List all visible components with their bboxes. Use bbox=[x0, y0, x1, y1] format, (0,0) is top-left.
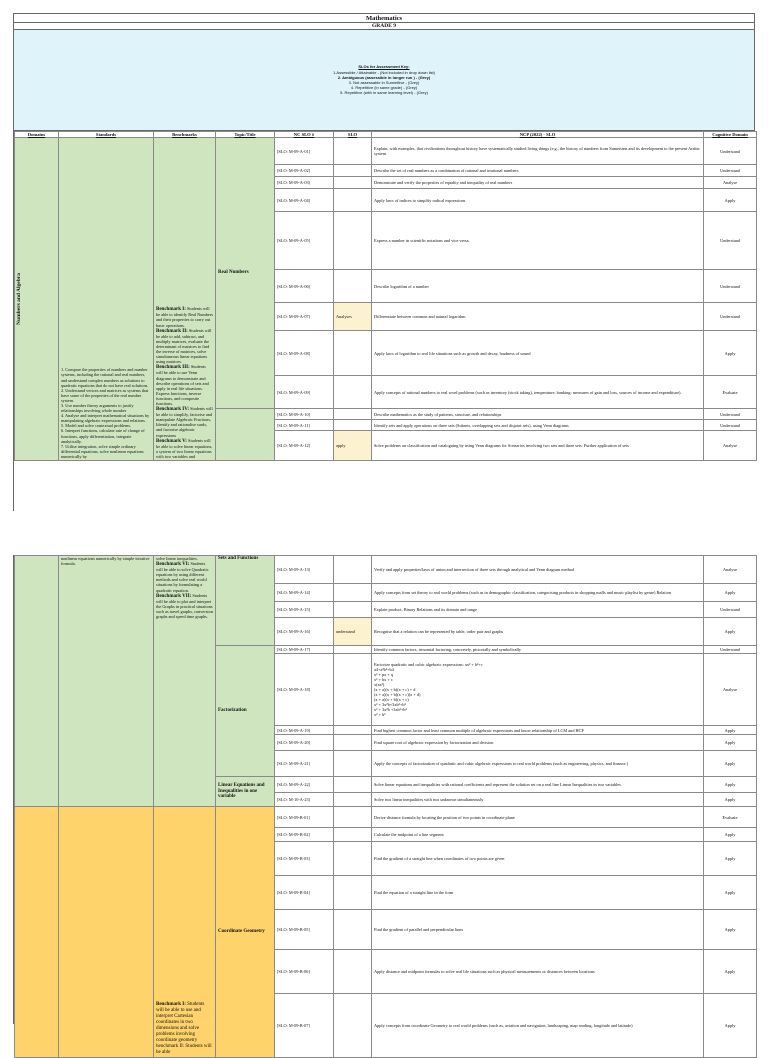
slo-description: Calculate the midpoint of a line segment bbox=[372, 828, 704, 842]
slo-description: Apply concepts from set theory to real world problems (such as in demographic classification, categorising products in shopping malls and music playlist by genre) Relation bbox=[372, 584, 704, 602]
cognitive-domain: Apply bbox=[704, 910, 757, 950]
slo-code: [SLO: M-09-B-06] bbox=[275, 950, 334, 994]
cognitive-domain: Apply bbox=[704, 876, 757, 910]
slo-tag bbox=[334, 793, 372, 807]
cognitive-domain: Analyse bbox=[704, 556, 757, 584]
slo-description: Apply laws of indices to simplify radical expressions bbox=[372, 189, 704, 212]
cognitive-domain: Understand bbox=[704, 602, 757, 618]
cognitive-domain: Apply bbox=[704, 618, 757, 646]
slo-table-continued bbox=[14, 555, 757, 1058]
slo-tag bbox=[334, 409, 372, 420]
benchmark-heading: Benchmark III: bbox=[156, 365, 190, 371]
cognitive-domain: Apply bbox=[704, 950, 757, 994]
slo-description: Apply concepts of rational numbers to real word problems (such as inventory (stock taking), temperature, banking: measures of gain and loss, sources of income and expenditure). bbox=[372, 376, 704, 409]
domain-label: Numbers and Algebra bbox=[16, 273, 22, 325]
slo-tag bbox=[334, 376, 372, 409]
cognitive-domain: Evaluate bbox=[704, 376, 757, 409]
column-header: Topic/Title bbox=[216, 132, 275, 138]
legend-item: 5. Repetitive (with in same learning level) - (Grey) bbox=[340, 90, 428, 96]
column-header: Benchmarks bbox=[154, 132, 216, 138]
slo-description: Explain product, Binary Relations and its domain and range bbox=[372, 602, 704, 618]
cognitive-domain: Understand bbox=[704, 420, 757, 431]
slo-code: [SLO: M-09-A-13] bbox=[275, 556, 334, 584]
slo-tag: apply bbox=[334, 431, 372, 461]
topic-cell: Sets and Functions bbox=[216, 556, 275, 646]
slo-tag bbox=[334, 751, 372, 777]
slo-code: [SLO: M-09-A-09] bbox=[275, 376, 334, 409]
cognitive-domain: Apply bbox=[704, 751, 757, 777]
legend-item: 3. Not assessable in Summitive - (Grey) bbox=[348, 80, 420, 85]
slo-description: Apply laws of logarithm to real life situations such as growth and decay, loudness of sound bbox=[372, 331, 704, 376]
slo-code: [SLO: M-09-A-05] bbox=[275, 212, 334, 270]
benchmark-heading: Benchmark II: bbox=[156, 328, 188, 334]
cognitive-domain: Apply bbox=[704, 189, 757, 212]
slo-code: [SLO: M-10-A-23] bbox=[275, 793, 334, 807]
slo-description: Express a number in scientific notations and vice versa. bbox=[372, 212, 704, 270]
topic-cell-empty bbox=[216, 409, 275, 461]
cognitive-domain: Understand bbox=[704, 138, 757, 165]
benchmarks-cell bbox=[154, 138, 216, 461]
page-gap bbox=[0, 511, 768, 555]
slo-code: [SLO: M-09-A-08] bbox=[275, 331, 334, 376]
standards-text: 1. Compare the properties of numbers and number systems, including the rational and real numbers, and understand complex numbers as solutions to quadratic equations that do not have real solutions. 2. Understand vectors and matrices as systems that have some of the properties of the real number system. 3. Use number theory arguments to justify relationships involving whole number 4. Analyse and interpret mathematical situations by manipulating algebraic expressions and relations. 5. Model and solve contextual problems. 6. Interpret functions, calculate rate of change of functions, apply differentiation, integrate analytically. 7. Utilise integration, solve simple ordinary differential equations, solve nonlinear equations numerically by bbox=[61, 367, 150, 459]
benchmarks-cell bbox=[154, 807, 216, 1058]
cognitive-domain: Understand bbox=[704, 409, 757, 420]
slo-description: Derive distance formula by locating the position of two points in coordinate plane bbox=[372, 807, 704, 828]
slo-code: [SLO: M-09-A-11] bbox=[275, 420, 334, 431]
slo-description: Apply distance and midpoint formulas to solve real life situations such as physical measurements or distances between locations bbox=[372, 950, 704, 994]
sheet-page-1 bbox=[13, 13, 755, 511]
slo-description: Factorize quadratic and cubic algebraic expressions: ax² + b²+c a4+a²b²+b4 x³ + px + q x² + bx + c x(ax²) (x + a)(x + b)(x + c) + d (x + a)(x + b)(x + c)(x + d) (x + a)(x + b)(x + c) x³ + 3x²b+3xb²+b³ x³ + 3x²b +3xb²+b³ x³ + b³ bbox=[372, 654, 704, 726]
slo-description: Differentiate between common and natural logarithm bbox=[372, 303, 704, 331]
legend-item: 1.Assessible / Attainable - (Not included in drop down list) bbox=[333, 69, 435, 75]
table-row bbox=[15, 807, 757, 828]
benchmark-heading: Benchmark V: bbox=[156, 438, 187, 444]
legend-item: 2. Ambiguous (assessible in longer run ) - (Grey) bbox=[337, 74, 431, 80]
slo-code: [SLO: M-09-B-04] bbox=[275, 876, 334, 910]
slo-description: Describe the set of real numbers as a combination of rational and irrational numbers bbox=[372, 165, 704, 177]
slo-description: Explain, with examples, that civilizations throughout history have systematically studied living things (e.g., the history of numbers from Sumerians and its development to the present Arabic system. bbox=[372, 138, 704, 165]
table-row bbox=[15, 556, 757, 584]
cognitive-domain: Evaluate bbox=[704, 807, 757, 828]
slo-tag bbox=[334, 420, 372, 431]
slo-code: [SLO: M-09-A-17] bbox=[275, 646, 334, 654]
benchmark-heading: Benchmark VI: bbox=[156, 562, 190, 568]
legend-item: 4. Repetitive (in same grade) - (Grey) bbox=[350, 85, 418, 91]
slo-code: [SLO: M-09-B-02] bbox=[275, 828, 334, 842]
standards-text: nonlinear equations numerically by simple iterative formula. bbox=[61, 556, 150, 566]
slo-code: [SLO: M-09-A-10] bbox=[275, 409, 334, 420]
slo-description: Recognise that a relation can be represented by table, order pair and graphs bbox=[372, 618, 704, 646]
slo-tag bbox=[334, 189, 372, 212]
column-header: Domains bbox=[15, 132, 59, 138]
sheet-page-2 bbox=[13, 555, 755, 1055]
cognitive-domain: Understand bbox=[704, 212, 757, 270]
topic-cell: Factorization bbox=[216, 646, 275, 777]
slo-code: [SLO: M-09-A-16] bbox=[275, 618, 334, 646]
topic-cell: Linear Equations and Inequalities in one variable bbox=[216, 777, 275, 807]
slo-code: [SLO: M-09-B-05] bbox=[275, 910, 334, 950]
slo-tag bbox=[334, 584, 372, 602]
slo-code: [SLO: M-09-A-06] bbox=[275, 270, 334, 303]
benchmark-text: Students will be able to identify Real Numbers and their properties to carry out basic operations. bbox=[156, 306, 213, 328]
standards-cell bbox=[59, 138, 154, 461]
slo-description: Apply concepts from coordinate Geometry to real world problems (such as, aviation and navigation, landscaping, map reading, longitude and latitude) bbox=[372, 994, 704, 1058]
domain-cell bbox=[15, 138, 59, 461]
slo-description: Demonstrate and verify the properties of equality and inequality of real numbers bbox=[372, 177, 704, 189]
benchmark-text: Students will be able to use and interpret Cartesian coordinates in two dimensions and solve problems involving coordinate geometry bbox=[156, 1002, 205, 1043]
benchmark-heading: Benchmark VII: bbox=[156, 593, 192, 599]
slo-code: [SLO: M-09-A-18] bbox=[275, 654, 334, 726]
cognitive-domain: Understand bbox=[704, 303, 757, 331]
column-header: NCP (2022) - SLO bbox=[372, 132, 704, 138]
slo-tag bbox=[334, 726, 372, 735]
slo-tag bbox=[334, 842, 372, 876]
slo-description: Find the gradient of parallel and perpendicular lines bbox=[372, 910, 704, 950]
legend-title: SLOs for Assessment Key: bbox=[358, 64, 410, 70]
cognitive-domain: Apply bbox=[704, 793, 757, 807]
cognitive-domain: Apply bbox=[704, 842, 757, 876]
slo-code: [SLO: M-09-A-14] bbox=[275, 584, 334, 602]
column-header: SLO bbox=[334, 132, 372, 138]
cognitive-domain: Analyse bbox=[704, 654, 757, 726]
slo-code: [SLO: M-09-A-04] bbox=[275, 189, 334, 212]
slo-description: Describe mathematics as the study of patterns, structure, and relationships bbox=[372, 409, 704, 420]
slo-tag bbox=[334, 828, 372, 842]
slo-code: [SLO: M-09-A-15] bbox=[275, 602, 334, 618]
cognitive-domain: Apply bbox=[704, 726, 757, 735]
column-header: Cognitive Domain bbox=[704, 132, 757, 138]
slo-tag bbox=[334, 212, 372, 270]
cognitive-domain: Apply bbox=[704, 584, 757, 602]
slo-code: [SLO: M-09-A-22] bbox=[275, 777, 334, 793]
legend-list bbox=[333, 70, 435, 96]
slo-code: [SLO: M-09-A-07] bbox=[275, 303, 334, 331]
slo-code: [SLO: M-09-A-02] bbox=[275, 165, 334, 177]
cognitive-domain: Apply bbox=[704, 331, 757, 376]
slo-tag bbox=[334, 807, 372, 828]
slo-legend bbox=[14, 30, 755, 131]
slo-tag bbox=[334, 735, 372, 751]
benchmark-text: benchmark II: Students will be able bbox=[156, 1044, 212, 1055]
benchmark-text: Students will be able to simplify, factorise and manipulate Algebraic Fractions, Identify and rationalise surds, and factorise algebraic expressions bbox=[156, 406, 213, 438]
benchmark-text: Students will be able to solve linear equations, a system of two linear equations with two variables and bbox=[156, 437, 213, 459]
topic-cell: Real Numbers bbox=[216, 138, 275, 409]
benchmark-text: Students will be able to solve Quadratic equations by using different methods and solve real world situations by formulating a quadratic equation. bbox=[156, 561, 209, 593]
slo-tag: understand bbox=[334, 618, 372, 646]
cognitive-domain: Apply bbox=[704, 735, 757, 751]
standards-cell-geometry bbox=[59, 807, 154, 1058]
cognitive-domain: Apply bbox=[704, 828, 757, 842]
slo-code: [SLO: M-09-A-21] bbox=[275, 751, 334, 777]
benchmark-text: Students will be able to use Venn diagrams to demonstrate and describe operations of sets and apply in real life situations. Express functions, inverse functions, and composite functions. bbox=[156, 364, 209, 406]
slo-tag bbox=[334, 602, 372, 618]
slo-description: Find the equation of a straight line in the form bbox=[372, 876, 704, 910]
slo-tag bbox=[334, 270, 372, 303]
column-header: Standards bbox=[59, 132, 154, 138]
benchmark-heading: Benchmark I: bbox=[156, 307, 186, 313]
slo-description: Apply the concepts of factorization of quadratic and cubic algebraic expressions to real world problems (such as engineering, physics, and finance.) bbox=[372, 751, 704, 777]
benchmark-heading: Benchmark IV: bbox=[156, 407, 190, 413]
cognitive-domain: Apply bbox=[704, 994, 757, 1058]
benchmarks-cell bbox=[154, 556, 216, 807]
slo-description: Find highest common factor and least common multiple of algebraic expressions and know relationship of LCM and HCF bbox=[372, 726, 704, 735]
slo-description: Identify sets and apply operations on three sets (Subsets, overlapping sets and disjoint sets), using Venn diagrams bbox=[372, 420, 704, 431]
slo-code: [SLO: M-09-A-20] bbox=[275, 735, 334, 751]
slo-description: Solve problems on classification and cataloguing by using Venn diagrams for Scenarios involving two sets and three sets. Further application of sets bbox=[372, 431, 704, 461]
benchmark-text: Students will be able to plot and interpret the Graphs in practical situations such as travel graphs, conversion graphs and speed time graphs. bbox=[156, 592, 213, 620]
slo-tag bbox=[334, 950, 372, 994]
slo-tag bbox=[334, 165, 372, 177]
domain-cell-continued bbox=[15, 556, 59, 807]
slo-description: Find the gradient of a straight line when coordinates of two points are given bbox=[372, 842, 704, 876]
cognitive-domain: Understand bbox=[704, 165, 757, 177]
slo-tag: Analyses bbox=[334, 303, 372, 331]
cognitive-domain: Understand bbox=[704, 646, 757, 654]
cognitive-domain: Analyse bbox=[704, 177, 757, 189]
slo-tag bbox=[334, 138, 372, 165]
slo-description: Identify common factors, trinomial factoring, concretely, pictorially and symbolically bbox=[372, 646, 704, 654]
slo-tag bbox=[334, 654, 372, 726]
benchmark-heading: Benchmark I: bbox=[156, 1002, 186, 1007]
slo-tag bbox=[334, 777, 372, 793]
slo-description: Solve two linear inequalities with two unknown simultaneously bbox=[372, 793, 704, 807]
slo-code: [SLO: M-09-B-03] bbox=[275, 842, 334, 876]
slo-tag bbox=[334, 177, 372, 189]
slo-code: [SLO: M-09-B-07] bbox=[275, 994, 334, 1058]
slo-description: Solve linear equations and inequalities with rational coefficients and represent the solution set on a real line Linear Inequalities in two variables bbox=[372, 777, 704, 793]
slo-code: [SLO: M-09-A-01] bbox=[275, 138, 334, 165]
topic-cell: Coordinate Geometry bbox=[216, 807, 275, 1058]
slo-tag bbox=[334, 646, 372, 654]
slo-description: Find square root of algebraic expression by factorization and division bbox=[372, 735, 704, 751]
grade-label: GRADE 9 bbox=[14, 23, 755, 30]
slo-tag bbox=[334, 994, 372, 1058]
slo-tag bbox=[334, 331, 372, 376]
cognitive-domain: Understand bbox=[704, 270, 757, 303]
benchmark-text: solve linear inequalities. bbox=[156, 556, 198, 561]
standards-cell-continued bbox=[59, 556, 154, 807]
slo-description: Verify and apply properties/laws of union and intersection of three sets through analytical and Venn diagram method bbox=[372, 556, 704, 584]
document-title: Mathematics bbox=[14, 14, 755, 23]
slo-tag bbox=[334, 876, 372, 910]
slo-table bbox=[14, 131, 757, 461]
table-row bbox=[15, 138, 757, 165]
benchmark-text: Students will be able to add, subtract, and multiply matrices, evaluate the determinant of matrices to find the inverse of matrices, solve simultaneous linear equations using matrices. bbox=[156, 327, 212, 365]
slo-description: Describe logarithm of a number bbox=[372, 270, 704, 303]
slo-tag bbox=[334, 910, 372, 950]
slo-code: [SLO: M-09-A-03] bbox=[275, 177, 334, 189]
slo-code: [SLO: M-09-A-19] bbox=[275, 726, 334, 735]
cognitive-domain: Apply bbox=[704, 777, 757, 793]
slo-tag bbox=[334, 556, 372, 584]
cognitive-domain: Analyse bbox=[704, 431, 757, 461]
column-header: NC SLO # bbox=[275, 132, 334, 138]
slo-code: [SLO: M-09-B-01] bbox=[275, 807, 334, 828]
domain-cell-geometry bbox=[15, 807, 59, 1058]
slo-code: [SLO: M-09-A-12] bbox=[275, 431, 334, 461]
